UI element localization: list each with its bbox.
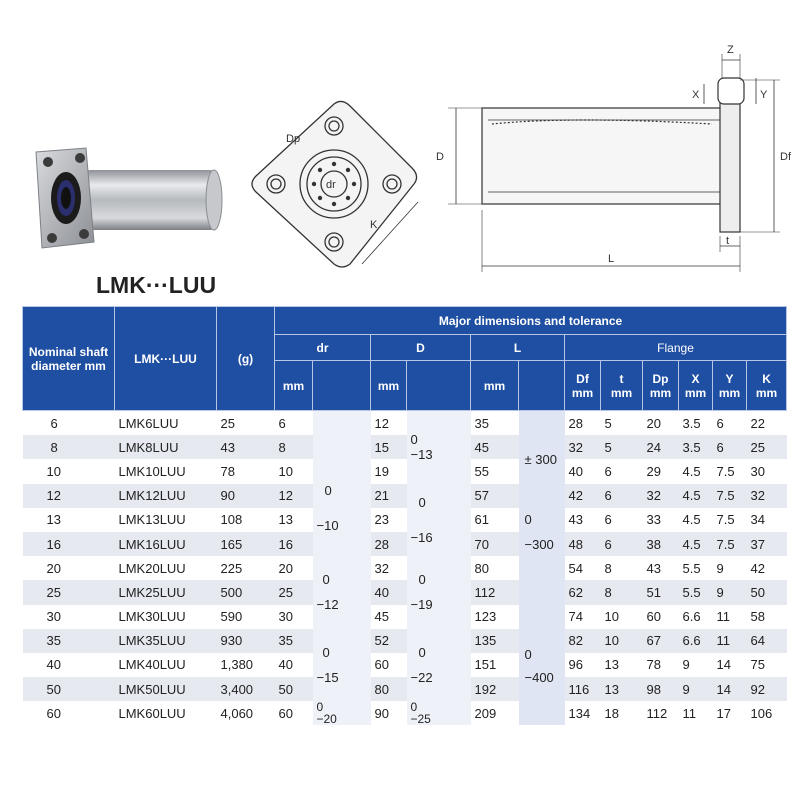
cell-weight: 1,380 [217, 653, 275, 677]
cell-nominal: 60 [23, 701, 115, 725]
cell-y: 14 [713, 653, 747, 677]
cell-y: 7.5 [713, 484, 747, 508]
cell-model: LMK20LUU [115, 556, 217, 580]
cell-l-tol-b: 0 −300 [519, 508, 565, 556]
cell-d: 40 [371, 580, 407, 604]
cell-y: 7.5 [713, 532, 747, 556]
cell-l: 151 [471, 653, 519, 677]
cell-dr: 35 [275, 629, 313, 653]
label-z: Z [727, 44, 734, 56]
header-d-tol [407, 361, 471, 411]
cell-x: 3.5 [679, 435, 713, 459]
cell-nominal: 10 [23, 459, 115, 483]
header-y: Y mm [713, 361, 747, 411]
cell-l: 45 [471, 435, 519, 459]
label-dr: dr [326, 179, 336, 191]
table-row [23, 701, 787, 725]
cell-df: 48 [565, 532, 601, 556]
table-row [23, 532, 787, 556]
cell-k: 22 [747, 411, 787, 436]
cell-l-tol-a: ± 300 [519, 411, 565, 508]
header-nominal: Nominal shaft diameter mm [23, 307, 115, 411]
cell-l: 192 [471, 677, 519, 701]
cell-dr: 10 [275, 459, 313, 483]
cell-t: 8 [601, 556, 643, 580]
cell-x: 4.5 [679, 459, 713, 483]
cell-model: LMK16LUU [115, 532, 217, 556]
cell-weight: 108 [217, 508, 275, 532]
cell-k: 92 [747, 677, 787, 701]
header-d-mm: mm [371, 361, 407, 411]
cell-model: LMK10LUU [115, 459, 217, 483]
cell-dp: 32 [643, 484, 679, 508]
cell-model: LMK60LUU [115, 701, 217, 725]
cell-dp: 33 [643, 508, 679, 532]
cell-model: LMK50LUU [115, 677, 217, 701]
table-row [23, 629, 787, 653]
cell-l: 35 [471, 411, 519, 436]
cell-df: 116 [565, 677, 601, 701]
flange-front-view-drawing [242, 92, 426, 276]
cell-l: 57 [471, 484, 519, 508]
cell-dp: 38 [643, 532, 679, 556]
cell-l: 61 [471, 508, 519, 532]
table-row [23, 677, 787, 701]
header-df: Df mm [565, 361, 601, 411]
table-row [23, 459, 787, 483]
cell-dr: 40 [275, 653, 313, 677]
cell-weight: 500 [217, 580, 275, 604]
label-x: X [692, 89, 700, 101]
table-row [23, 508, 787, 532]
cell-df: 74 [565, 605, 601, 629]
cell-dr: 60 [275, 701, 313, 725]
cell-nominal: 25 [23, 580, 115, 604]
cell-d: 21 [371, 484, 407, 508]
cell-dp: 43 [643, 556, 679, 580]
header-major-dimensions: Major dimensions and tolerance [275, 307, 787, 335]
cell-y: 11 [713, 605, 747, 629]
table-row [23, 556, 787, 580]
cell-k: 42 [747, 556, 787, 580]
table-row [23, 435, 787, 459]
cell-dr: 16 [275, 532, 313, 556]
cell-d-tol [407, 411, 471, 436]
cell-k: 34 [747, 508, 787, 532]
cell-x: 3.5 [679, 411, 713, 436]
cell-model: LMK30LUU [115, 605, 217, 629]
label-k: K [370, 219, 378, 231]
cell-dr: 25 [275, 580, 313, 604]
cell-dr: 20 [275, 556, 313, 580]
header-l: L [471, 335, 565, 361]
cell-dr-tol [313, 411, 371, 460]
label-d: D [436, 151, 444, 163]
cell-l: 209 [471, 701, 519, 725]
cell-d: 90 [371, 701, 407, 725]
cell-dr-tol-c: 0 −15 [313, 629, 371, 702]
cell-dr: 8 [275, 435, 313, 459]
side-view-drawing [422, 40, 798, 280]
cell-nominal: 30 [23, 605, 115, 629]
cell-t: 5 [601, 435, 643, 459]
header-l-tol [519, 361, 565, 411]
table-row [23, 653, 787, 677]
label-l: L [608, 253, 615, 265]
cell-nominal: 12 [23, 484, 115, 508]
cell-d-tol-c: 0 −19 [407, 556, 471, 629]
cell-nominal: 13 [23, 508, 115, 532]
cell-weight: 4,060 [217, 701, 275, 725]
header-dr-tol [313, 361, 371, 411]
cell-d: 15 [371, 435, 407, 459]
cell-df: 54 [565, 556, 601, 580]
cell-k: 25 [747, 435, 787, 459]
cell-df: 134 [565, 701, 601, 725]
cell-df: 28 [565, 411, 601, 436]
cell-dr-tol-d: 0 −20 [313, 701, 371, 725]
cell-k: 75 [747, 653, 787, 677]
cell-k: 58 [747, 605, 787, 629]
cell-l: 135 [471, 629, 519, 653]
cell-d-tol-a: 0 −13 [407, 435, 471, 483]
cell-dp: 24 [643, 435, 679, 459]
cell-model: LMK25LUU [115, 580, 217, 604]
cell-nominal: 8 [23, 435, 115, 459]
cell-t: 8 [601, 580, 643, 604]
cell-d: 23 [371, 508, 407, 532]
cell-d: 60 [371, 653, 407, 677]
label-df: Df [780, 151, 791, 163]
cell-d: 52 [371, 629, 407, 653]
cell-nominal: 35 [23, 629, 115, 653]
product-caption: LMK···LUU [96, 272, 217, 298]
cell-d-tol-e: 0 −25 [407, 701, 471, 725]
cell-df: 62 [565, 580, 601, 604]
cell-df: 43 [565, 508, 601, 532]
cell-y: 9 [713, 556, 747, 580]
cell-model: LMK6LUU [115, 411, 217, 436]
cell-weight: 590 [217, 605, 275, 629]
cell-t: 6 [601, 459, 643, 483]
table-row [23, 411, 787, 436]
cell-x: 9 [679, 653, 713, 677]
cell-weight: 165 [217, 532, 275, 556]
cell-nominal: 40 [23, 653, 115, 677]
cell-nominal: 20 [23, 556, 115, 580]
cell-df: 42 [565, 484, 601, 508]
cell-d: 32 [371, 556, 407, 580]
cell-dr: 13 [275, 508, 313, 532]
cell-df: 96 [565, 653, 601, 677]
cell-x: 5.5 [679, 580, 713, 604]
cell-d: 19 [371, 459, 407, 483]
table-row [23, 580, 787, 604]
cell-y: 7.5 [713, 508, 747, 532]
cell-weight: 90 [217, 484, 275, 508]
cell-t: 6 [601, 484, 643, 508]
cell-dp: 98 [643, 677, 679, 701]
header-l-mm: mm [471, 361, 519, 411]
cell-df: 82 [565, 629, 601, 653]
cell-l-tol-blank [519, 556, 565, 629]
cell-dr: 6 [275, 411, 313, 436]
cell-t: 18 [601, 701, 643, 725]
cell-k: 37 [747, 532, 787, 556]
cell-dp: 20 [643, 411, 679, 436]
cell-t: 6 [601, 532, 643, 556]
cell-weight: 78 [217, 459, 275, 483]
cell-y: 6 [713, 435, 747, 459]
cell-l: 70 [471, 532, 519, 556]
cell-y: 11 [713, 629, 747, 653]
cell-model: LMK8LUU [115, 435, 217, 459]
dimension-table [22, 306, 787, 725]
cell-x: 6.6 [679, 629, 713, 653]
header-model: LMK···LUU [115, 307, 217, 411]
cell-df: 32 [565, 435, 601, 459]
cell-weight: 3,400 [217, 677, 275, 701]
cell-dp: 51 [643, 580, 679, 604]
header-dr-mm: mm [275, 361, 313, 411]
cell-nominal: 50 [23, 677, 115, 701]
cell-l-tol-c: 0 −400 [519, 629, 565, 726]
header-dr: dr [275, 335, 371, 361]
cell-dr-tol-b: 0 −12 [313, 556, 371, 629]
cell-l: 55 [471, 459, 519, 483]
header-d: D [371, 335, 471, 361]
cell-dp: 29 [643, 459, 679, 483]
cell-weight: 25 [217, 411, 275, 436]
cell-nominal: 6 [23, 411, 115, 436]
cell-t: 10 [601, 605, 643, 629]
cell-model: LMK12LUU [115, 484, 217, 508]
cell-t: 13 [601, 653, 643, 677]
cell-k: 64 [747, 629, 787, 653]
cell-k: 30 [747, 459, 787, 483]
table-row [23, 605, 787, 629]
cell-dp: 60 [643, 605, 679, 629]
label-y: Y [760, 89, 768, 101]
header-weight: (g) [217, 307, 275, 411]
cell-x: 5.5 [679, 556, 713, 580]
cell-weight: 225 [217, 556, 275, 580]
cell-k: 32 [747, 484, 787, 508]
cell-y: 6 [713, 411, 747, 436]
cell-nominal: 16 [23, 532, 115, 556]
cell-dr: 12 [275, 484, 313, 508]
cell-x: 6.6 [679, 605, 713, 629]
cell-t: 10 [601, 629, 643, 653]
cell-x: 4.5 [679, 508, 713, 532]
table-row [23, 484, 787, 508]
cell-x: 4.5 [679, 484, 713, 508]
cell-dr-tol-a: 0 −10 [313, 459, 371, 556]
header-t: t mm [601, 361, 643, 411]
cell-d-tol-d: 0 −22 [407, 629, 471, 702]
cell-dr: 50 [275, 677, 313, 701]
cell-x: 11 [679, 701, 713, 725]
cell-x: 9 [679, 677, 713, 701]
cell-k: 50 [747, 580, 787, 604]
label-dp: Dp [286, 133, 301, 145]
cell-x: 4.5 [679, 532, 713, 556]
header-k: K mm [747, 361, 787, 411]
cell-d-tol-b: 0 −16 [407, 484, 471, 557]
cell-model: LMK13LUU [115, 508, 217, 532]
cell-d: 80 [371, 677, 407, 701]
cell-t: 13 [601, 677, 643, 701]
label-t: t [726, 235, 730, 247]
cell-dr: 30 [275, 605, 313, 629]
cell-model: LMK40LUU [115, 653, 217, 677]
product-photo [28, 138, 228, 258]
cell-l: 112 [471, 580, 519, 604]
cell-y: 7.5 [713, 459, 747, 483]
header-x: X mm [679, 361, 713, 411]
cell-y: 17 [713, 701, 747, 725]
cell-t: 6 [601, 508, 643, 532]
header-flange: Flange [565, 335, 787, 361]
cell-model: LMK35LUU [115, 629, 217, 653]
cell-weight: 930 [217, 629, 275, 653]
cell-d: 45 [371, 605, 407, 629]
cell-dp: 67 [643, 629, 679, 653]
cell-weight: 43 [217, 435, 275, 459]
cell-t: 5 [601, 411, 643, 436]
cell-d: 28 [371, 532, 407, 556]
cell-l: 123 [471, 605, 519, 629]
cell-d: 12 [371, 411, 407, 436]
cell-dp: 78 [643, 653, 679, 677]
cell-dp: 112 [643, 701, 679, 725]
cell-y: 9 [713, 580, 747, 604]
cell-df: 40 [565, 459, 601, 483]
cell-k: 106 [747, 701, 787, 725]
cell-l: 80 [471, 556, 519, 580]
cell-y: 14 [713, 677, 747, 701]
header-dp: Dp mm [643, 361, 679, 411]
